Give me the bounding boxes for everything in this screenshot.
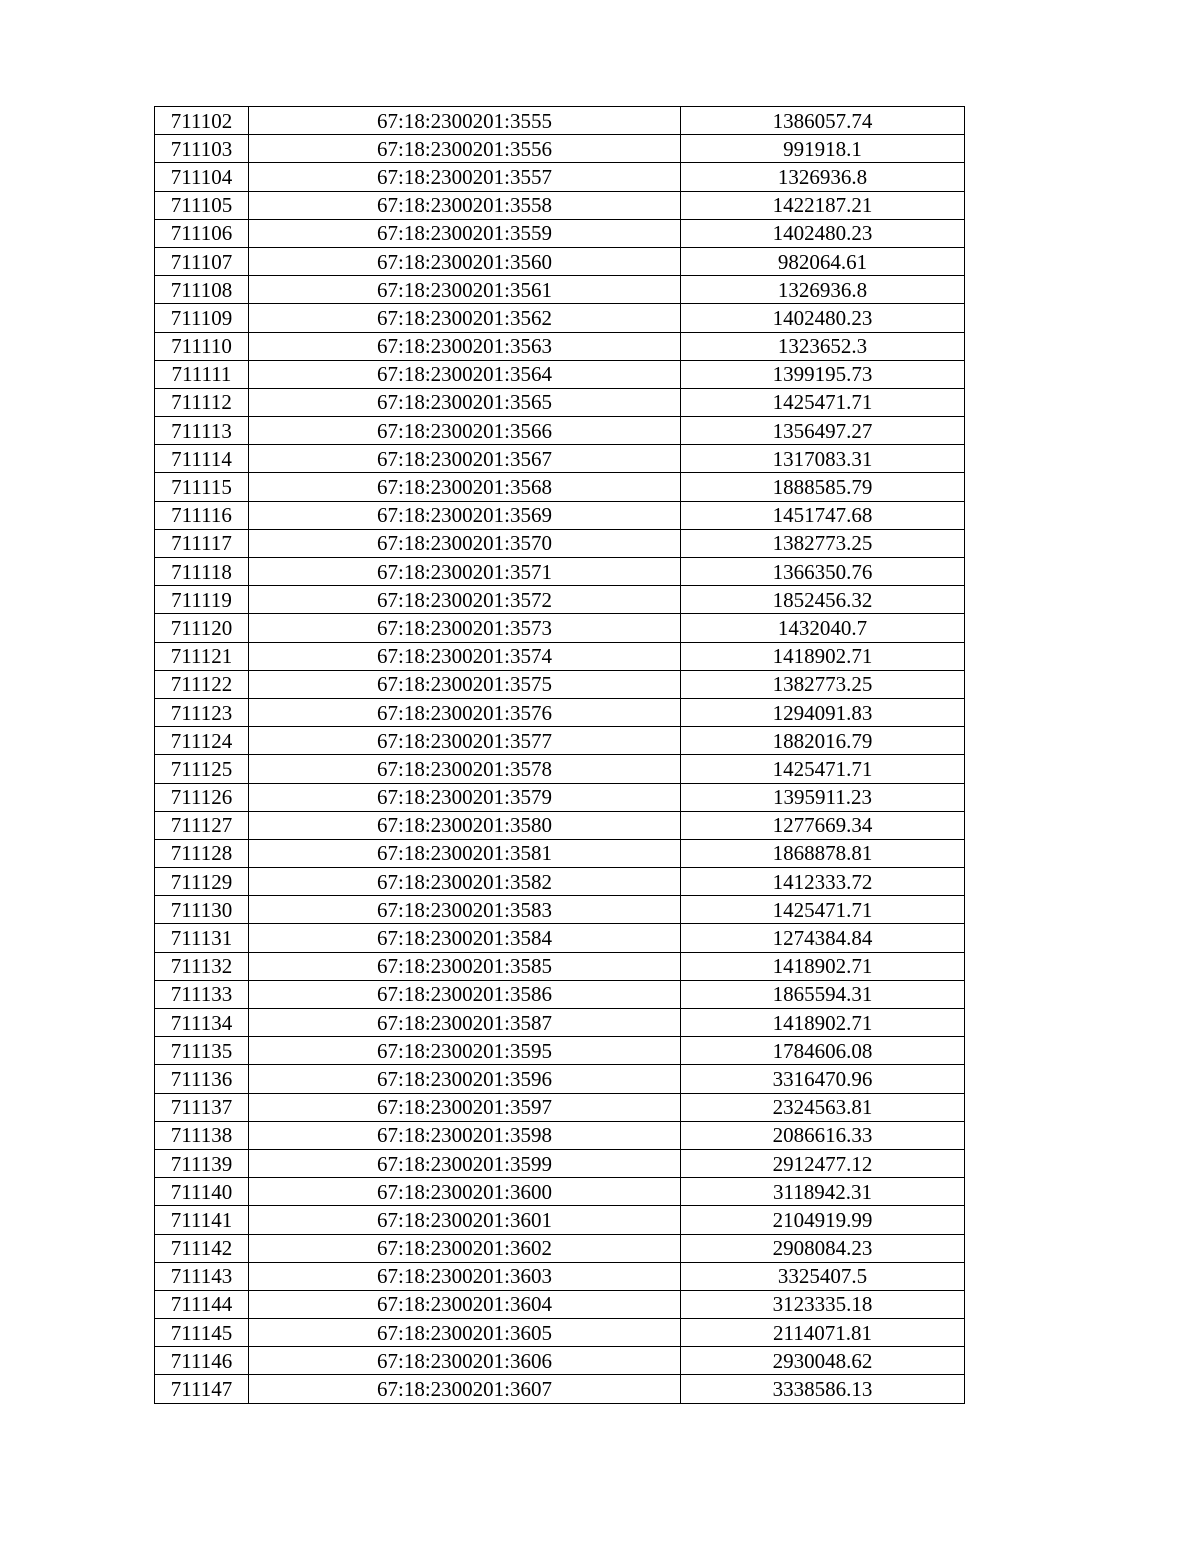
- table-row: [155, 1037, 965, 1065]
- row-number-cell: 711147: [155, 1375, 249, 1403]
- cadastral-number-cell: 67:18:2300201:3569: [249, 501, 681, 529]
- value-cell: 1274384.84: [681, 924, 965, 952]
- value-cell: 1432040.7: [681, 614, 965, 642]
- row-number-cell: 711146: [155, 1347, 249, 1375]
- row-number-cell: 711135: [155, 1037, 249, 1065]
- value-cell: 1412333.72: [681, 868, 965, 896]
- value-cell: 1418902.71: [681, 952, 965, 980]
- row-number-cell: 711118: [155, 558, 249, 586]
- cadastral-number-cell: 67:18:2300201:3603: [249, 1262, 681, 1290]
- cadastral-number-cell: 67:18:2300201:3573: [249, 614, 681, 642]
- value-cell: 991918.1: [681, 135, 965, 163]
- table-row: [155, 755, 965, 783]
- value-cell: 1425471.71: [681, 755, 965, 783]
- value-cell: 2912477.12: [681, 1149, 965, 1177]
- cadastral-number-cell: 67:18:2300201:3571: [249, 558, 681, 586]
- cadastral-number-cell: 67:18:2300201:3577: [249, 727, 681, 755]
- table-row: [155, 1234, 965, 1262]
- cadastral-number-cell: 67:18:2300201:3575: [249, 670, 681, 698]
- cadastral-number-cell: 67:18:2300201:3566: [249, 417, 681, 445]
- row-number-cell: 711128: [155, 839, 249, 867]
- value-cell: 1865594.31: [681, 980, 965, 1008]
- value-cell: 1395911.23: [681, 783, 965, 811]
- table-row: [155, 727, 965, 755]
- row-number-cell: 711107: [155, 247, 249, 275]
- table-row: [155, 304, 965, 332]
- value-cell: 1277669.34: [681, 811, 965, 839]
- cadastral-number-cell: 67:18:2300201:3578: [249, 755, 681, 783]
- table-row: [155, 247, 965, 275]
- cadastral-number-cell: 67:18:2300201:3558: [249, 191, 681, 219]
- table-row: [155, 163, 965, 191]
- cadastral-number-cell: 67:18:2300201:3595: [249, 1037, 681, 1065]
- value-cell: 2908084.23: [681, 1234, 965, 1262]
- value-cell: 3123335.18: [681, 1290, 965, 1318]
- row-number-cell: 711132: [155, 952, 249, 980]
- table-row: [155, 276, 965, 304]
- cadastral-number-cell: 67:18:2300201:3604: [249, 1290, 681, 1318]
- document-page: [154, 106, 964, 1404]
- table-row: [155, 135, 965, 163]
- cadastral-number-cell: 67:18:2300201:3584: [249, 924, 681, 952]
- value-cell: 1382773.25: [681, 529, 965, 557]
- cadastral-number-cell: 67:18:2300201:3557: [249, 163, 681, 191]
- cadastral-number-cell: 67:18:2300201:3583: [249, 896, 681, 924]
- value-cell: 1386057.74: [681, 107, 965, 135]
- value-cell: 1451747.68: [681, 501, 965, 529]
- table-row: [155, 107, 965, 135]
- value-cell: 3316470.96: [681, 1065, 965, 1093]
- cadastral-number-cell: 67:18:2300201:3559: [249, 219, 681, 247]
- cadastral-number-cell: 67:18:2300201:3586: [249, 980, 681, 1008]
- table-row: [155, 1009, 965, 1037]
- value-cell: 1326936.8: [681, 163, 965, 191]
- row-number-cell: 711133: [155, 980, 249, 1008]
- cadastral-number-cell: 67:18:2300201:3568: [249, 473, 681, 501]
- table-row: [155, 1347, 965, 1375]
- table-row: [155, 952, 965, 980]
- row-number-cell: 711114: [155, 445, 249, 473]
- cadastral-number-cell: 67:18:2300201:3560: [249, 247, 681, 275]
- cadastral-number-cell: 67:18:2300201:3606: [249, 1347, 681, 1375]
- row-number-cell: 711136: [155, 1065, 249, 1093]
- cadastral-number-cell: 67:18:2300201:3581: [249, 839, 681, 867]
- table-row: [155, 388, 965, 416]
- value-cell: 2324563.81: [681, 1093, 965, 1121]
- row-number-cell: 711121: [155, 642, 249, 670]
- value-cell: 1418902.71: [681, 1009, 965, 1037]
- row-number-cell: 711123: [155, 698, 249, 726]
- value-cell: 1888585.79: [681, 473, 965, 501]
- cadastral-number-cell: 67:18:2300201:3580: [249, 811, 681, 839]
- value-cell: 3325407.5: [681, 1262, 965, 1290]
- cadastral-number-cell: 67:18:2300201:3572: [249, 586, 681, 614]
- table-row: [155, 614, 965, 642]
- cadastral-number-cell: 67:18:2300201:3576: [249, 698, 681, 726]
- table-row: [155, 219, 965, 247]
- table-row: [155, 896, 965, 924]
- row-number-cell: 711110: [155, 332, 249, 360]
- value-cell: 1382773.25: [681, 670, 965, 698]
- row-number-cell: 711134: [155, 1009, 249, 1037]
- table-row: [155, 1065, 965, 1093]
- row-number-cell: 711139: [155, 1149, 249, 1177]
- table-row: [155, 1093, 965, 1121]
- row-number-cell: 711119: [155, 586, 249, 614]
- row-number-cell: 711130: [155, 896, 249, 924]
- cadastral-number-cell: 67:18:2300201:3570: [249, 529, 681, 557]
- row-number-cell: 711131: [155, 924, 249, 952]
- row-number-cell: 711111: [155, 360, 249, 388]
- table-body: [155, 107, 965, 1404]
- cadastral-number-cell: 67:18:2300201:3563: [249, 332, 681, 360]
- table-row: [155, 1178, 965, 1206]
- table-row: [155, 1206, 965, 1234]
- table-row: [155, 360, 965, 388]
- cadastral-number-cell: 67:18:2300201:3602: [249, 1234, 681, 1262]
- row-number-cell: 711117: [155, 529, 249, 557]
- table-row: [155, 1319, 965, 1347]
- value-cell: 2086616.33: [681, 1121, 965, 1149]
- cadastral-number-cell: 67:18:2300201:3598: [249, 1121, 681, 1149]
- table-row: [155, 811, 965, 839]
- row-number-cell: 711143: [155, 1262, 249, 1290]
- cadastral-number-cell: 67:18:2300201:3585: [249, 952, 681, 980]
- cadastral-number-cell: 67:18:2300201:3597: [249, 1093, 681, 1121]
- value-cell: 3338586.13: [681, 1375, 965, 1403]
- cadastral-number-cell: 67:18:2300201:3605: [249, 1319, 681, 1347]
- cadastral-number-cell: 67:18:2300201:3579: [249, 783, 681, 811]
- row-number-cell: 711106: [155, 219, 249, 247]
- value-cell: 1882016.79: [681, 727, 965, 755]
- cadastral-number-cell: 67:18:2300201:3567: [249, 445, 681, 473]
- cadastral-number-cell: 67:18:2300201:3596: [249, 1065, 681, 1093]
- value-cell: 1399195.73: [681, 360, 965, 388]
- value-cell: 1402480.23: [681, 219, 965, 247]
- value-cell: 1852456.32: [681, 586, 965, 614]
- row-number-cell: 711129: [155, 868, 249, 896]
- table-row: [155, 1121, 965, 1149]
- row-number-cell: 711126: [155, 783, 249, 811]
- row-number-cell: 711142: [155, 1234, 249, 1262]
- value-cell: 1366350.76: [681, 558, 965, 586]
- cadastral-number-cell: 67:18:2300201:3565: [249, 388, 681, 416]
- value-cell: 982064.61: [681, 247, 965, 275]
- value-cell: 1294091.83: [681, 698, 965, 726]
- row-number-cell: 711120: [155, 614, 249, 642]
- cadastral-number-cell: 67:18:2300201:3561: [249, 276, 681, 304]
- value-cell: 2930048.62: [681, 1347, 965, 1375]
- row-number-cell: 711116: [155, 501, 249, 529]
- table-row: [155, 868, 965, 896]
- row-number-cell: 711103: [155, 135, 249, 163]
- value-cell: 2104919.99: [681, 1206, 965, 1234]
- table-row: [155, 191, 965, 219]
- row-number-cell: 711122: [155, 670, 249, 698]
- row-number-cell: 711115: [155, 473, 249, 501]
- cadastral-number-cell: 67:18:2300201:3582: [249, 868, 681, 896]
- table-row: [155, 1290, 965, 1318]
- cadastral-number-cell: 67:18:2300201:3599: [249, 1149, 681, 1177]
- table-row: [155, 529, 965, 557]
- row-number-cell: 711138: [155, 1121, 249, 1149]
- row-number-cell: 711108: [155, 276, 249, 304]
- cadastral-number-cell: 67:18:2300201:3601: [249, 1206, 681, 1234]
- cadastral-number-cell: 67:18:2300201:3574: [249, 642, 681, 670]
- row-number-cell: 711113: [155, 417, 249, 445]
- cadastral-number-cell: 67:18:2300201:3607: [249, 1375, 681, 1403]
- table-row: [155, 445, 965, 473]
- value-cell: 1402480.23: [681, 304, 965, 332]
- table-row: [155, 1262, 965, 1290]
- value-cell: 1425471.71: [681, 388, 965, 416]
- row-number-cell: 711104: [155, 163, 249, 191]
- cadastral-number-cell: 67:18:2300201:3564: [249, 360, 681, 388]
- row-number-cell: 711125: [155, 755, 249, 783]
- table-row: [155, 1149, 965, 1177]
- table-row: [155, 783, 965, 811]
- row-number-cell: 711127: [155, 811, 249, 839]
- table-row: [155, 473, 965, 501]
- table-row: [155, 1375, 965, 1403]
- row-number-cell: 711145: [155, 1319, 249, 1347]
- cadastral-number-cell: 67:18:2300201:3556: [249, 135, 681, 163]
- table-row: [155, 332, 965, 360]
- data-table: [154, 106, 965, 1404]
- table-row: [155, 417, 965, 445]
- row-number-cell: 711105: [155, 191, 249, 219]
- row-number-cell: 711137: [155, 1093, 249, 1121]
- row-number-cell: 711109: [155, 304, 249, 332]
- value-cell: 1326936.8: [681, 276, 965, 304]
- table-row: [155, 980, 965, 1008]
- row-number-cell: 711141: [155, 1206, 249, 1234]
- table-row: [155, 698, 965, 726]
- cadastral-number-cell: 67:18:2300201:3555: [249, 107, 681, 135]
- cadastral-number-cell: 67:18:2300201:3562: [249, 304, 681, 332]
- row-number-cell: 711144: [155, 1290, 249, 1318]
- value-cell: 1356497.27: [681, 417, 965, 445]
- row-number-cell: 711140: [155, 1178, 249, 1206]
- table-row: [155, 924, 965, 952]
- table-row: [155, 839, 965, 867]
- value-cell: 1323652.3: [681, 332, 965, 360]
- table-row: [155, 642, 965, 670]
- value-cell: 1425471.71: [681, 896, 965, 924]
- value-cell: 1317083.31: [681, 445, 965, 473]
- value-cell: 1784606.08: [681, 1037, 965, 1065]
- row-number-cell: 711102: [155, 107, 249, 135]
- row-number-cell: 711112: [155, 388, 249, 416]
- cadastral-number-cell: 67:18:2300201:3587: [249, 1009, 681, 1037]
- value-cell: 2114071.81: [681, 1319, 965, 1347]
- table-row: [155, 670, 965, 698]
- table-row: [155, 586, 965, 614]
- value-cell: 1422187.21: [681, 191, 965, 219]
- cadastral-number-cell: 67:18:2300201:3600: [249, 1178, 681, 1206]
- value-cell: 3118942.31: [681, 1178, 965, 1206]
- row-number-cell: 711124: [155, 727, 249, 755]
- table-row: [155, 501, 965, 529]
- value-cell: 1418902.71: [681, 642, 965, 670]
- value-cell: 1868878.81: [681, 839, 965, 867]
- table-row: [155, 558, 965, 586]
